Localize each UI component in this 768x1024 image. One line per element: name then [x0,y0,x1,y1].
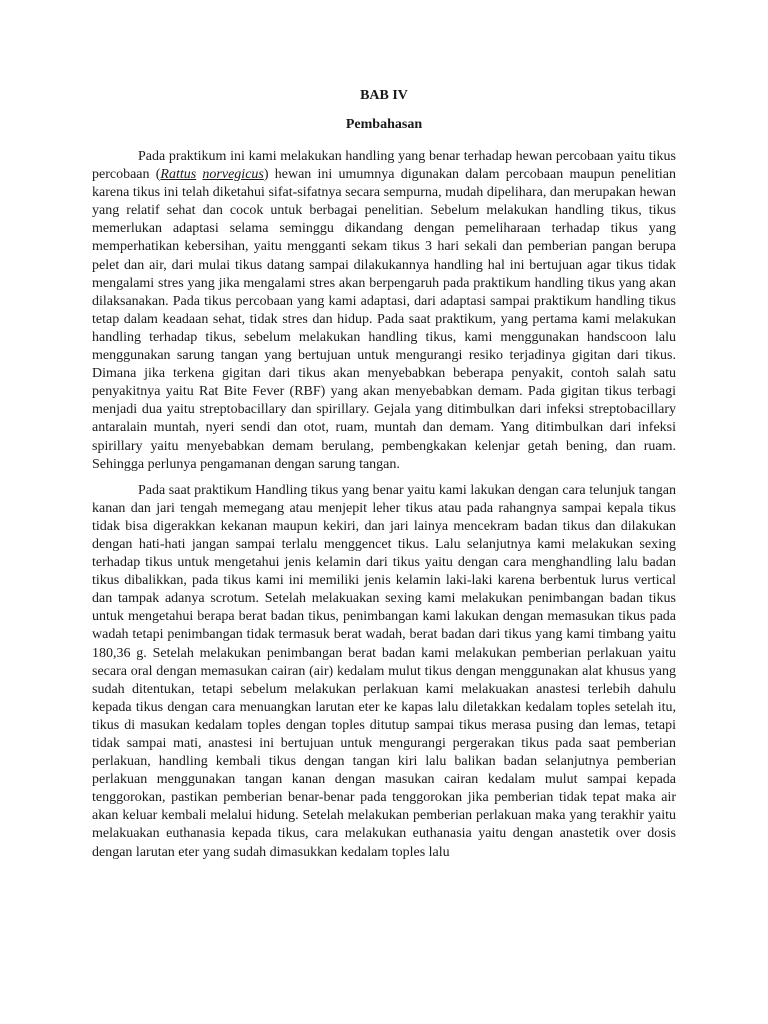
species-epithet-name: norvegicus [202,167,264,183]
paragraph-1 [92,148,676,474]
document-body [92,148,676,862]
section-title: Pembahasan [345,117,423,132]
paragraph-1-text-after: ) hewan ini umumnya digunakan dalam percobaan maupun penelitian karena tikus ini telah diketahui sifat-sifatnya secara sempurna, mudah dipelihara, dan merupakan hewan yang relatif sehat dan cocok untuk berbagai penelitian. Sebelum melakukan handling tikus, tikus memerlukan adaptasi selama seminggu dikandang dengan pemeliharaan terhadap tikus yang memperhatikan kebersihan, yaitu mengganti sekam tikus 3 hari sekali dan pemberian pangan berupa pelet dan air, dari mulai tikus datang sampai dilakukannya handling hal ini bertujuan agar tikus tidak mengalami stres yang jika mengalami stres akan berpengaruh pada praktikum handling tikus yang akan dilaksanakan. Pada tikus percobaan yang kami adaptasi, dari adaptasi sampai praktikum handling tikus tetap dalam keadaan sehat, tidak stres dan hidup. Pada saat praktikum, yang pertama kami melakukan handling terhadap tikus, sebelum melakukan handling tikus, kami menggunakan handscoon lalu menggunakan sarung tangan yang bertujuan untuk mengurangi resiko terjadinya gigitan dari tikus. Dimana jika terkena gigitan dari tikus akan menyebabkan beberapa penyakit, contoh salah satu penyakitnya yaitu Rat Bite Fever (RBF) yang akan menyebabkan demam. Pada gigitan tikus terbagi menjadi dua yaitu streptobacillary dan spirillary. Gejala yang ditimbulkan dari infeksi streptobacillary antaralain muntah, nyeri sendi dan otot, ruam, muntah dan demam. Yang ditimbulkan dari infeksi spirillary yaitu menyebabkan demam berulang, pembengkakan kelenjar getah bening, dan ruam. Sehingga perlunya pengamanan dengan sarung tangan. [92,167,676,472]
paragraph-1-text-before: Pada praktikum ini kami melakukan handling yang benar terhadap hewan percobaan yaitu tikus percobaan ( [92,149,676,183]
species-genus-name: Rattus [160,167,197,183]
chapter-title: BAB IV [360,88,408,103]
paragraph-2: Pada saat praktikum Handling tikus yang benar yaitu kami lakukan dengan cara telunjuk tangan kanan dan jari tengah memegang atau menjepit leher tikus atau pada rahangnya sampai kepala tikus tidak bisa digerakkan kekanan maupun kekiri, dan jari lainya mencekram badan tikus dan dilakukan dengan hati-hati jangan sampai terlalu menggencet tikus. Lalu selanjutnya kami melakukan sexing terhadap tikus untuk mengetahui jenis kelamin dari tikus yaitu dengan cara menghandling lalu badan tikus dibalikkan, pada tikus kami ini memiliki jenis kelamin laki-laki karena berbentuk lurus vertical dan tampak adanya scrotum. Setelah melakuakan sexing kami melakukan penimbangan badan tikus untuk mengetahui berapa berat badan tikus, penimbangan kami lakukan dengan memasukan tikus pada wadah tetapi penimbangan tidak termasuk berat wadah, berat badan dari tikus yang kami timbang yaitu 180,36 g. Setelah melakukan penimbangan berat badan kami melakukan pemberian perlakuan yaitu secara oral dengan memasukan cairan (air) kedalam mulut tikus dengan menggunakan alat khusus yang sudah ditentukan, tetapi sebelum melakukan perlakuan kami melakuakan anastesi terlebih dahulu kepada tikus dengan cara menuangkan larutan eter ke kapas lalu diletakkan kedalam toples setelah itu, tikus di masukan kedalam toples dengan toples ditutup sampai tikus merasa pusing dan lemas, tetapi tidak sampai mati, anastesi ini bertujuan untuk mengurangi pergerakan tikus pada saat pemberian perlakuan, handling kembali tikus dengan tangan kiri lalu balikan badan selanjutnya pemberian perlakuan menggunakan tangan kanan dengan masukan cairan kedalam mulut sampai kepada tenggorokan, pastikan pemberian benar-benar pada tenggorokan jika pemberian tidak tepat maka air akan keluar kembali melalui hidung. Setelah melakukan pemberian perlakuan maka yang terakhir yaitu melakuakan euthanasia kepada tikus, cara melakukan euthanasia yaitu dengan anastetik over dosis dengan larutan eter yang sudah dimasukkan kedalam toples lalu [92,482,676,860]
